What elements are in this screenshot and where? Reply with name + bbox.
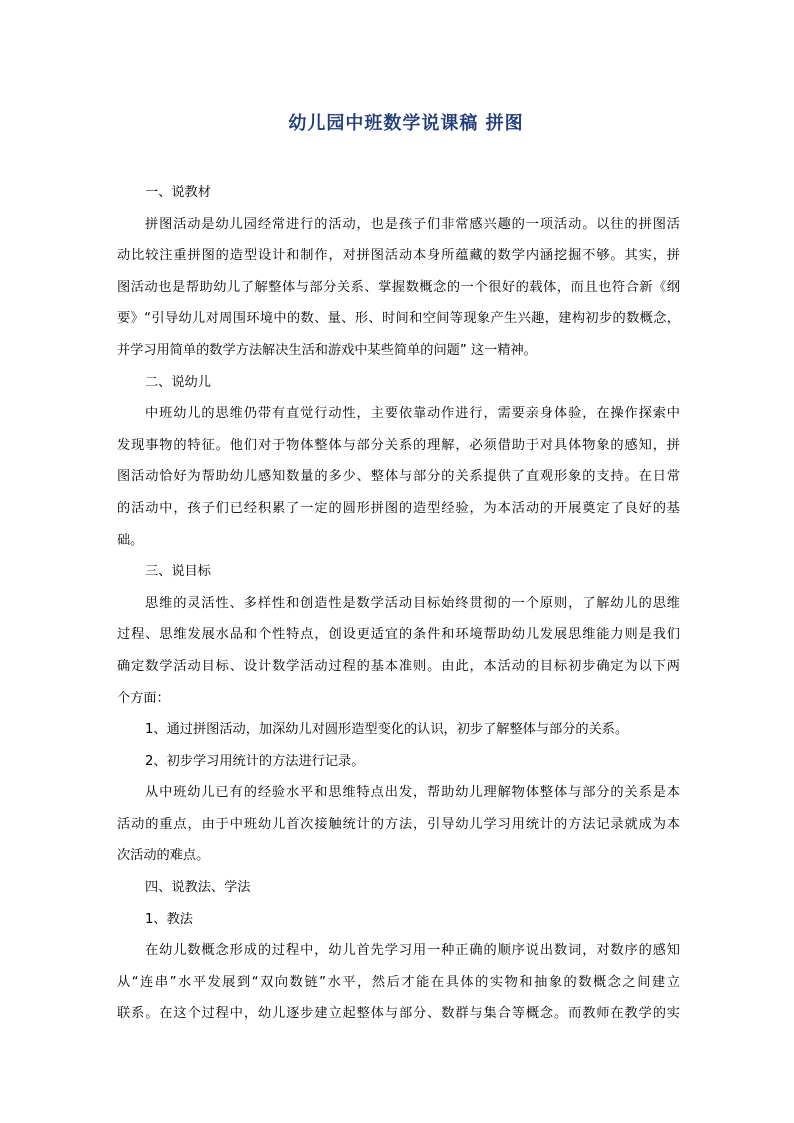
text-line: 2、初步学习用统计的方法进行记录。: [145, 753, 365, 769]
text-line: 并学习用简单的数学方法解决生活和游戏中某些简单的问题” 这一精神。: [117, 342, 537, 358]
text-line: 联系。在这个过程中，幼儿逐步建立起整体与部分、数群与集合等概念。而教师在教学的实: [117, 1006, 680, 1022]
text-line: 个方面：: [117, 690, 170, 706]
document-title: 幼儿园中班数学说课稿 拼图: [288, 113, 524, 134]
text-line: 图活动也是帮助幼儿了解整体与部分关系、掌握数概念的一个很好的载体，而且也符合新《纲: [117, 279, 680, 295]
text-line: 础。: [117, 532, 144, 548]
document-body: [117, 177, 680, 1030]
text-line: 二、说幼儿: [145, 374, 211, 390]
text-line: 发现事物的特征。他们对于物体整体与部分关系的理解，必须借助于对具体物象的感知，拼: [117, 437, 680, 453]
text-line: 在幼儿数概念形成的过程中，幼儿首先学习用一种正确的顺序说出数词，对数序的感知: [145, 943, 680, 959]
text-line: 拼图活动是幼儿园经常进行的活动，也是孩子们非常感兴趣的一项活动。以往的拼图活: [145, 216, 680, 232]
text-line: 1、通过拼图活动，加深幼儿对圆形造型变化的认识，初步了解整体与部分的关系。: [145, 722, 629, 738]
text-line: 中班幼儿的思维仍带有直觉行动性，主要依靠动作进行，需要亲身体验，在操作探索中: [145, 406, 680, 422]
text-line: 从中班幼儿已有的经验水平和思维特点出发，帮助幼儿理解物体整体与部分的关系是本: [145, 785, 680, 801]
text-line: 思维的灵活性、多样性和创造性是数学活动目标始终贯彻的一个原则，了解幼儿的思维: [145, 595, 680, 611]
text-line: 从“连串”水平发展到“双向数链”水平，然后才能在具体的实物和抽象的数概念之间建立: [117, 974, 680, 990]
text-line: 动比较注重拼图的造型设计和制作，对拼图活动本身所蕴藏的数学内涵挖掘不够。其实，拼: [117, 248, 680, 264]
text-line: 次活动的难点。: [117, 848, 210, 864]
text-line: 1、教法: [145, 911, 193, 927]
text-line: 三、说目标: [145, 564, 211, 580]
text-line: 的活动中，孩子们已经积累了一定的圆形拼图的造型经验，为本活动的开展奠定了良好的基: [117, 500, 680, 516]
text-line: 活动的重点，由于中班幼儿首次接触统计的方法，引导幼儿学习用统计的方法记录就成为本: [117, 816, 680, 832]
text-line: 四、说教法、学法: [145, 880, 251, 896]
text-line: 过程、思维发展水品和个性特点，创设更适宜的条件和环境帮助幼儿发展思维能力则是我们: [117, 627, 680, 643]
text-line: 一、说教材: [145, 185, 211, 200]
text-line: 要》“引导幼儿对周围环境中的数、量、形、时间和空间等现象产生兴趣，建构初步的数概念，: [117, 311, 680, 327]
text-line: 确定数学活动目标、设计数学活动过程的基本准则。由此，本活动的目标初步确定为以下两: [117, 658, 680, 674]
text-line: 图活动恰好为帮助幼儿感知数量的多少、整体与部分的关系提供了直观形象的支持。在日常: [117, 469, 680, 485]
